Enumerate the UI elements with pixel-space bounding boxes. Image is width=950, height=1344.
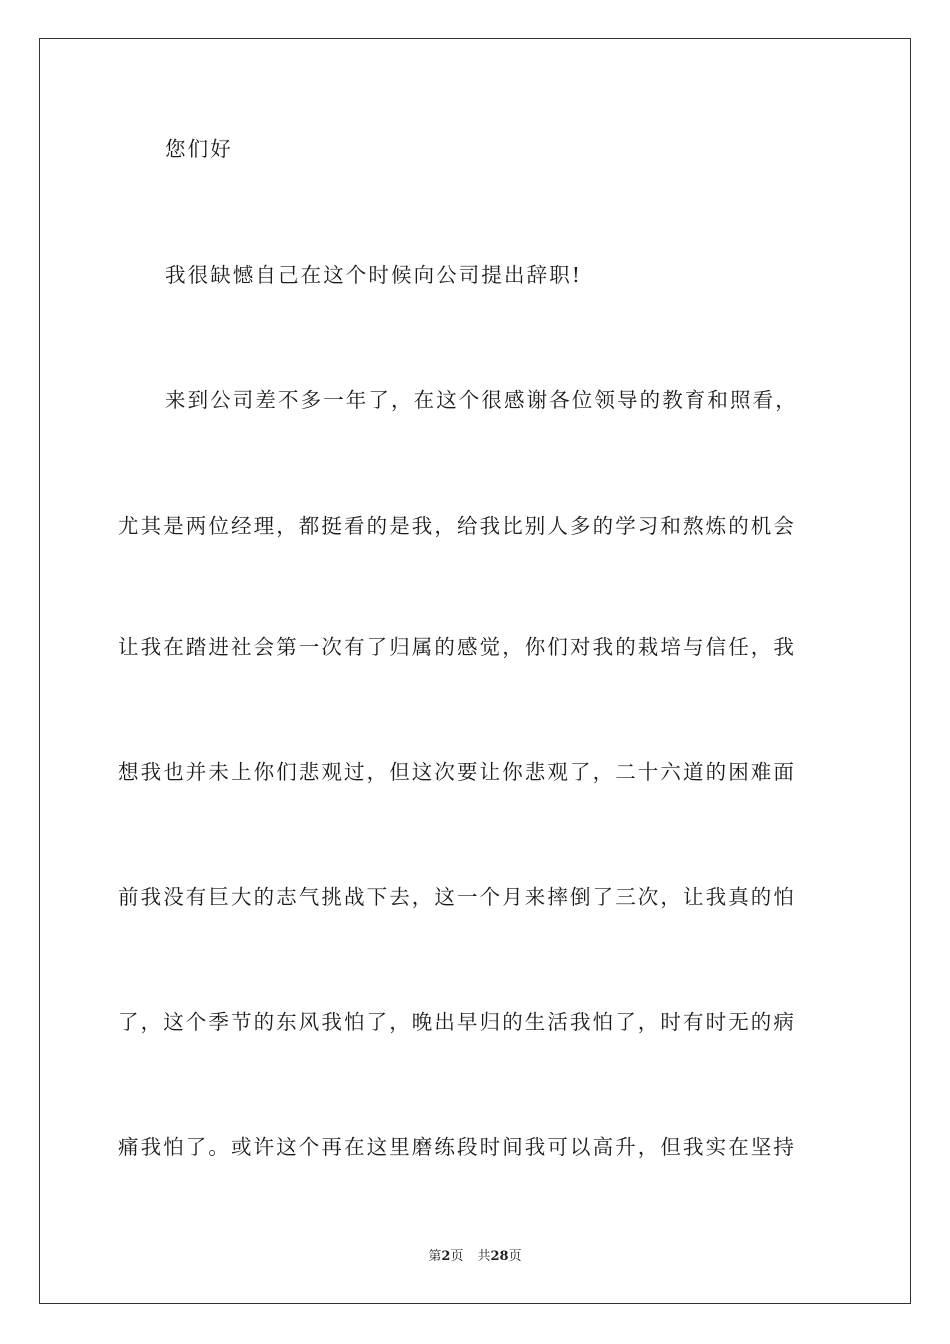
page-footer — [0, 1248, 950, 1266]
page-border — [39, 38, 911, 1304]
paragraph-line-8: 痛我怕了。或许这个再在这里磨练段时间我可以高升，但我实在坚持 — [118, 1135, 796, 1159]
page-suffix: 页 — [450, 1249, 464, 1264]
paragraph-line-7: 了，这个季节的东风我怕了，晚出早归的生活我怕了，时有时无的病 — [118, 1010, 796, 1034]
paragraph-line-2: 来到公司差不多一年了，在这个很感谢各位领导的教育和照看， — [165, 388, 798, 412]
page-current: 2 — [441, 1249, 451, 1264]
paragraph-line-4: 让我在踏进社会第一次有了归属的感觉，你们对我的栽培与信任，我 — [118, 635, 796, 659]
page-total: 28 — [490, 1249, 509, 1264]
total-suffix: 页 — [508, 1249, 522, 1264]
paragraph-line-3: 尤其是两位经理，都挺看的是我，给我比别人多的学习和熬炼的机会 — [118, 514, 796, 538]
paragraph-line-6: 前我没有巨大的志气挑战下去，这一个月来摔倒了三次，让我真的怕 — [118, 885, 796, 909]
page-prefix: 第 — [428, 1249, 442, 1264]
greeting-line: 您们好 — [165, 137, 233, 161]
paragraph-line-1: 我很缺憾自己在这个时候向公司提出辞职! — [165, 263, 583, 287]
total-prefix: 共 — [477, 1249, 491, 1264]
paragraph-line-5: 想我也并未上你们悲观过，但这次要让你悲观了，二十六道的困难面 — [118, 760, 796, 784]
